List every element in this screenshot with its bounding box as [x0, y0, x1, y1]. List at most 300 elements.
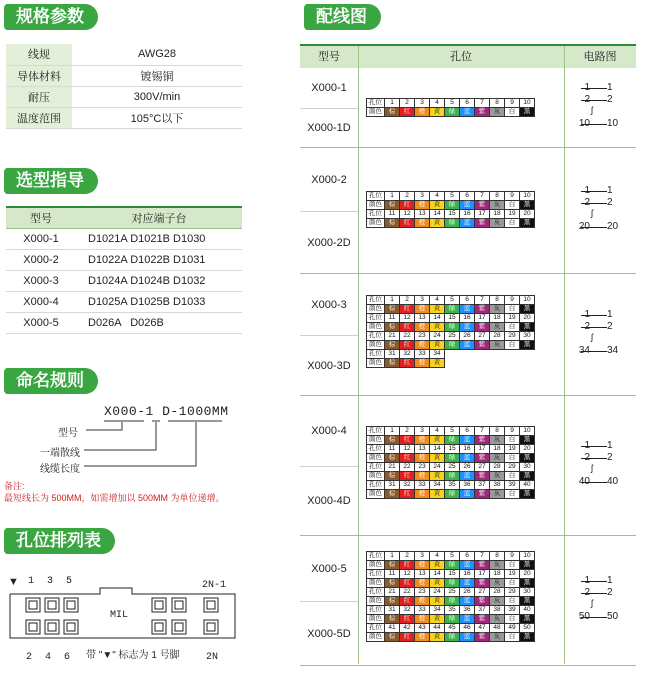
hole-number: 19: [505, 445, 520, 454]
wire-color: 黄: [430, 305, 445, 314]
row-label-hole: 孔位: [367, 481, 385, 490]
hole-number: 2: [400, 192, 415, 201]
wire-color: 红: [400, 359, 415, 368]
hole-number: 37: [475, 481, 490, 490]
hole-number: 42: [400, 624, 415, 633]
hole-number: 10: [520, 192, 535, 201]
selection-terminals: D1022A D1022B D1031: [76, 249, 242, 270]
row-label-color: 颜色: [367, 454, 385, 463]
hole-number: 39: [505, 606, 520, 615]
circuit-right: 20: [607, 221, 619, 232]
naming-label-model: 型号: [58, 428, 78, 439]
hole-number: 32: [400, 350, 415, 359]
hole-number: 27: [475, 463, 490, 472]
wiring-model: X000-4: [311, 425, 347, 437]
hole-number: 12: [400, 210, 415, 219]
hole-number: 13: [415, 314, 430, 323]
hole-number: 29: [505, 332, 520, 341]
hole-number: 17: [475, 210, 490, 219]
circuit-left: 34: [578, 345, 590, 356]
wire-color: 橙: [415, 201, 430, 210]
hole-number: 9: [505, 296, 520, 305]
hole-number: 1: [385, 296, 400, 305]
wire-color: 紫: [475, 561, 490, 570]
wire-color: 红: [400, 633, 415, 642]
wire-color: 蓝: [460, 597, 475, 606]
hole-number: 8: [490, 99, 505, 108]
hole-color-table: [366, 551, 535, 642]
hole-number: 50: [520, 624, 535, 633]
hole-number: 15: [445, 570, 460, 579]
circuit-left: 10: [578, 118, 590, 129]
wire-color: 橙: [415, 219, 430, 228]
hole-number: 10: [520, 296, 535, 305]
hole-number: 4: [430, 427, 445, 436]
wiring-header-holes: 孔位: [358, 46, 564, 68]
row-label-hole: 孔位: [367, 350, 385, 359]
selection-model: X000-1: [6, 228, 76, 249]
row-label-hole: 孔位: [367, 588, 385, 597]
hole-number: 40: [520, 481, 535, 490]
hole-number: 32: [400, 606, 415, 615]
wire-color: 蓝: [460, 219, 475, 228]
spec-label: 耐压: [6, 86, 72, 107]
hole-number: 46: [460, 624, 475, 633]
wire-color: 紫: [475, 323, 490, 332]
hole-number: 2: [400, 552, 415, 561]
hole-number: 18: [490, 210, 505, 219]
hole-color-table: [366, 426, 535, 499]
hole-number: 21: [385, 332, 400, 341]
wiring-group: [300, 274, 636, 396]
hole-number: 41: [385, 624, 400, 633]
row-label-hole: 孔位: [367, 570, 385, 579]
hole-number: 26: [460, 463, 475, 472]
row-label-hole: 孔位: [367, 427, 385, 436]
wire-color: 棕: [385, 108, 400, 117]
wire-color: 紫: [475, 472, 490, 481]
spec-label: 温度范围: [6, 107, 72, 128]
circuit-left: 2: [584, 452, 590, 463]
naming-code: X000-1 D-1000MM: [104, 404, 229, 419]
wire-color: 橙: [415, 615, 430, 624]
hole-number: 7: [475, 296, 490, 305]
wire-color: 紫: [475, 454, 490, 463]
wire-color: 绿: [445, 108, 460, 117]
naming-label-loose-end: 一端散线: [40, 448, 80, 459]
wire-color: 绿: [445, 579, 460, 588]
hole-number: 22: [400, 588, 415, 597]
circuit-right: 50: [607, 611, 619, 622]
circuit-left: 20: [578, 221, 590, 232]
circuit-right: 2: [607, 452, 613, 463]
spec-value: AWG28: [72, 44, 242, 65]
hole-number: 10: [520, 552, 535, 561]
circuit-line: [564, 309, 636, 320]
circuit-line: [564, 452, 636, 463]
wire-color: 白: [505, 454, 520, 463]
row-label-hole: 孔位: [367, 314, 385, 323]
wire-color: 黄: [430, 472, 445, 481]
spec-row: [6, 86, 242, 107]
wiring-group: [300, 148, 636, 274]
hole-number: 25: [445, 332, 460, 341]
wire-color: 白: [505, 472, 520, 481]
hole-number: 17: [475, 314, 490, 323]
hole-number: 15: [445, 445, 460, 454]
pin1-arrow-icon: ▼: [8, 576, 19, 588]
circuit-left: 1: [584, 575, 590, 586]
hole-number: 45: [445, 624, 460, 633]
wiring-model: X000-3D: [307, 360, 351, 372]
continuation-icon: ʃ: [591, 332, 593, 342]
spec-row: [6, 65, 242, 86]
hole-number: 21: [385, 588, 400, 597]
spec-value: 镀锡铜: [72, 65, 242, 86]
hole-number: 6: [460, 192, 475, 201]
wire-color: 灰: [490, 305, 505, 314]
wire-color: 蓝: [460, 472, 475, 481]
selection-model: X000-5: [6, 312, 76, 333]
row-label-color: 颜色: [367, 341, 385, 350]
row-label-color: 颜色: [367, 201, 385, 210]
circuit-right: 1: [607, 185, 613, 196]
wire-color: 紫: [475, 579, 490, 588]
row-label-hole: 孔位: [367, 210, 385, 219]
wire-color: 黑: [520, 305, 535, 314]
hole-number: 23: [415, 332, 430, 341]
hole-number: 18: [490, 570, 505, 579]
row-label-color: 颜色: [367, 597, 385, 606]
section-holes-title: 孔位排列表: [6, 528, 115, 554]
hole-number: 34: [430, 481, 445, 490]
wire-color: 紫: [475, 305, 490, 314]
wire-color: 白: [505, 305, 520, 314]
wire-color: 绿: [445, 323, 460, 332]
hole-label-2n: 2N: [206, 652, 219, 663]
wire-color: 绿: [445, 305, 460, 314]
circuit-line: [564, 440, 636, 451]
continuation-icon: ʃ: [591, 208, 593, 218]
wire-color: 红: [400, 615, 415, 624]
circuit-right: 2: [607, 587, 613, 598]
hole-number: 16: [460, 445, 475, 454]
circuit-right: 2: [607, 94, 613, 105]
wire-color: 黑: [520, 633, 535, 642]
hole-label-2n-1: 2N-1: [202, 580, 227, 591]
hole-number: 33: [415, 350, 430, 359]
hole-number: 10: [520, 427, 535, 436]
hole-number: 12: [400, 570, 415, 579]
wire-color: 灰: [490, 561, 505, 570]
circuit-diagram: [564, 575, 636, 627]
wire-color: 绿: [445, 472, 460, 481]
hole-color-table: [366, 295, 535, 368]
hole-number: 34: [430, 606, 445, 615]
wire-color: 白: [505, 323, 520, 332]
wire-color: 红: [400, 305, 415, 314]
hole-number: 6: [460, 296, 475, 305]
selection-terminals: D026A D026B: [76, 312, 242, 333]
hole-label-1: 1: [28, 576, 35, 587]
wire-color: 红: [400, 341, 415, 350]
hole-number: 22: [400, 332, 415, 341]
wire-color: 黑: [520, 579, 535, 588]
hole-number: 3: [415, 552, 430, 561]
wire-color: 红: [400, 490, 415, 499]
hole-number: 9: [505, 552, 520, 561]
row-label-hole: 孔位: [367, 463, 385, 472]
hole-number: 31: [385, 350, 400, 359]
circuit-left: 2: [584, 321, 590, 332]
hole-number: 5: [445, 427, 460, 436]
hole-number: 9: [505, 192, 520, 201]
hole-number: 9: [505, 99, 520, 108]
wire-color: 紫: [475, 597, 490, 606]
section-specs-title: 规格参数: [6, 4, 98, 30]
wire-color: 灰: [490, 490, 505, 499]
wire-color: 黑: [520, 108, 535, 117]
circuit-left: 2: [584, 94, 590, 105]
wire-color: 蓝: [460, 201, 475, 210]
wire-color: 绿: [445, 633, 460, 642]
selection-model: X000-3: [6, 270, 76, 291]
hole-number: 27: [475, 332, 490, 341]
section-selection-title: 选型指导: [6, 168, 98, 194]
row-label-color: 颜色: [367, 323, 385, 332]
wire-color: 紫: [475, 201, 490, 210]
hole-number: 36: [460, 606, 475, 615]
hole-number: 24: [430, 463, 445, 472]
naming-note-title: 备注:: [4, 481, 25, 491]
hole-number: 10: [520, 99, 535, 108]
hole-number: 1: [385, 192, 400, 201]
row-label-hole: 孔位: [367, 332, 385, 341]
wire-color: 橙: [415, 323, 430, 332]
wire-color: 黄: [430, 561, 445, 570]
hole-number: 4: [430, 296, 445, 305]
hole-number: 1: [385, 99, 400, 108]
circuit-left: 50: [578, 611, 590, 622]
wire-color: 黑: [520, 201, 535, 210]
wire-color: 橙: [415, 305, 430, 314]
hole-number: 20: [520, 570, 535, 579]
wire-color: 橙: [415, 561, 430, 570]
row-label-color: 颜色: [367, 615, 385, 624]
spec-label: 线规: [6, 44, 72, 65]
row-label-color: 颜色: [367, 108, 385, 117]
row-label-color: 颜色: [367, 490, 385, 499]
hole-number: 19: [505, 314, 520, 323]
wire-color: 灰: [490, 615, 505, 624]
hole-number: 15: [445, 210, 460, 219]
hole-number: 21: [385, 463, 400, 472]
hole-number: 16: [460, 210, 475, 219]
wire-color: 白: [505, 490, 520, 499]
hole-number: 47: [475, 624, 490, 633]
hole-label-6: 6: [64, 652, 71, 663]
hole-number: 30: [520, 588, 535, 597]
circuit-left: 1: [584, 440, 590, 451]
wire-color: 蓝: [460, 305, 475, 314]
selection-table: [6, 206, 242, 334]
wire-color: 灰: [490, 219, 505, 228]
circuit-left: 40: [578, 476, 590, 487]
wire-color: 黄: [430, 201, 445, 210]
hole-number: 2: [400, 427, 415, 436]
wire-color: 白: [505, 615, 520, 624]
wire-color: 橙: [415, 436, 430, 445]
hole-number: 33: [415, 606, 430, 615]
wire-color: 黄: [430, 633, 445, 642]
hole-number: 11: [385, 445, 400, 454]
hole-number: 5: [445, 99, 460, 108]
wire-color: 红: [400, 323, 415, 332]
selection-terminals: D1024A D1024B D1032: [76, 270, 242, 291]
wire-color: 绿: [445, 436, 460, 445]
wire-color: 白: [505, 597, 520, 606]
wire-color: 灰: [490, 436, 505, 445]
wire-color: 灰: [490, 597, 505, 606]
connector-mark: MIL: [110, 610, 129, 621]
wire-color: 橙: [415, 472, 430, 481]
wire-color: 紫: [475, 219, 490, 228]
wire-color: 黑: [520, 454, 535, 463]
specs-table: [6, 44, 242, 129]
hole-number: 5: [445, 192, 460, 201]
hole-number: 28: [490, 588, 505, 597]
hole-number: 7: [475, 552, 490, 561]
wire-color: 白: [505, 108, 520, 117]
circuit-line: [564, 345, 636, 356]
hole-number: 18: [490, 445, 505, 454]
wire-color: 白: [505, 341, 520, 350]
selection-row: [6, 228, 242, 249]
wiring-model: X000-5: [311, 563, 347, 575]
wiring-header-model: 型号: [300, 46, 358, 68]
hole-number: 31: [385, 481, 400, 490]
wire-color: 黑: [520, 341, 535, 350]
circuit-right: 1: [607, 309, 613, 320]
wire-color: 黑: [520, 436, 535, 445]
wire-color: 灰: [490, 341, 505, 350]
hole-number: 38: [490, 481, 505, 490]
circuit-line: [564, 185, 636, 196]
wire-color: 蓝: [460, 615, 475, 624]
wire-color: 黄: [430, 490, 445, 499]
hole-number: 20: [520, 210, 535, 219]
hole-number: 13: [415, 570, 430, 579]
circuit-line: [564, 575, 636, 586]
hole-number: 20: [520, 314, 535, 323]
row-label-hole: 孔位: [367, 99, 385, 108]
hole-number: 39: [505, 481, 520, 490]
circuit-line: [564, 587, 636, 598]
wire-color: 黑: [520, 323, 535, 332]
wire-color: 黄: [430, 579, 445, 588]
wire-color: 橙: [415, 490, 430, 499]
row-label-color: 颜色: [367, 305, 385, 314]
hole-number: 11: [385, 210, 400, 219]
wire-color: 绿: [445, 597, 460, 606]
circuit-left: 2: [584, 587, 590, 598]
hole-number: 8: [490, 192, 505, 201]
wire-color: 紫: [475, 633, 490, 642]
wiring-table: [300, 44, 636, 664]
hole-number: 7: [475, 192, 490, 201]
wiring-model: X000-1: [311, 82, 347, 94]
wire-color: 棕: [385, 490, 400, 499]
row-label-hole: 孔位: [367, 552, 385, 561]
hole-label-3: 3: [47, 576, 54, 587]
wire-color: 蓝: [460, 436, 475, 445]
wiring-model: X000-1D: [307, 122, 351, 134]
circuit-left: 2: [584, 197, 590, 208]
hole-number: 19: [505, 210, 520, 219]
wire-color: 红: [400, 454, 415, 463]
hole-number: 44: [430, 624, 445, 633]
wiring-model: X000-2: [311, 174, 347, 186]
hole-number: 2: [400, 99, 415, 108]
hole-number: 16: [460, 314, 475, 323]
circuit-diagram: [564, 185, 636, 237]
circuit-right: 1: [607, 575, 613, 586]
circuit-right: 2: [607, 197, 613, 208]
circuit-line: [564, 118, 636, 129]
hole-number: 24: [430, 332, 445, 341]
hole-number: 3: [415, 296, 430, 305]
hole-number: 17: [475, 445, 490, 454]
naming-diagram-lines: [0, 400, 240, 480]
circuit-right: 2: [607, 321, 613, 332]
hole-color-table: [366, 98, 535, 117]
wire-color: 橙: [415, 341, 430, 350]
hole-number: 30: [520, 332, 535, 341]
wire-color: 棕: [385, 633, 400, 642]
wire-color: 紫: [475, 436, 490, 445]
hole-number: 3: [415, 427, 430, 436]
wire-color: 红: [400, 201, 415, 210]
wire-color: 棕: [385, 341, 400, 350]
wire-color: 绿: [445, 561, 460, 570]
wire-color: 黄: [430, 436, 445, 445]
hole-number: 14: [430, 445, 445, 454]
wire-color: 白: [505, 219, 520, 228]
hole-number: 14: [430, 210, 445, 219]
wire-color: 绿: [445, 219, 460, 228]
spec-label: 导体材料: [6, 65, 72, 86]
wire-color: 蓝: [460, 108, 475, 117]
hole-number: 33: [415, 481, 430, 490]
hole-number: 34: [430, 350, 445, 359]
wire-color: 蓝: [460, 579, 475, 588]
wire-color: 棕: [385, 597, 400, 606]
pin1-caption: 带 "▼" 标志为 1 号脚: [86, 650, 180, 661]
row-label-color: 颜色: [367, 359, 385, 368]
selection-row: [6, 270, 242, 291]
hole-number: 40: [520, 606, 535, 615]
wire-color: 绿: [445, 615, 460, 624]
circuit-diagram: [564, 440, 636, 492]
wire-color: 白: [505, 561, 520, 570]
wiring-model: X000-2D: [307, 237, 351, 249]
wire-color: 紫: [475, 490, 490, 499]
hole-number: 26: [460, 332, 475, 341]
row-label-color: 颜色: [367, 633, 385, 642]
selection-header-model: 型号: [6, 207, 76, 228]
row-label-hole: 孔位: [367, 606, 385, 615]
wire-color: 红: [400, 597, 415, 606]
